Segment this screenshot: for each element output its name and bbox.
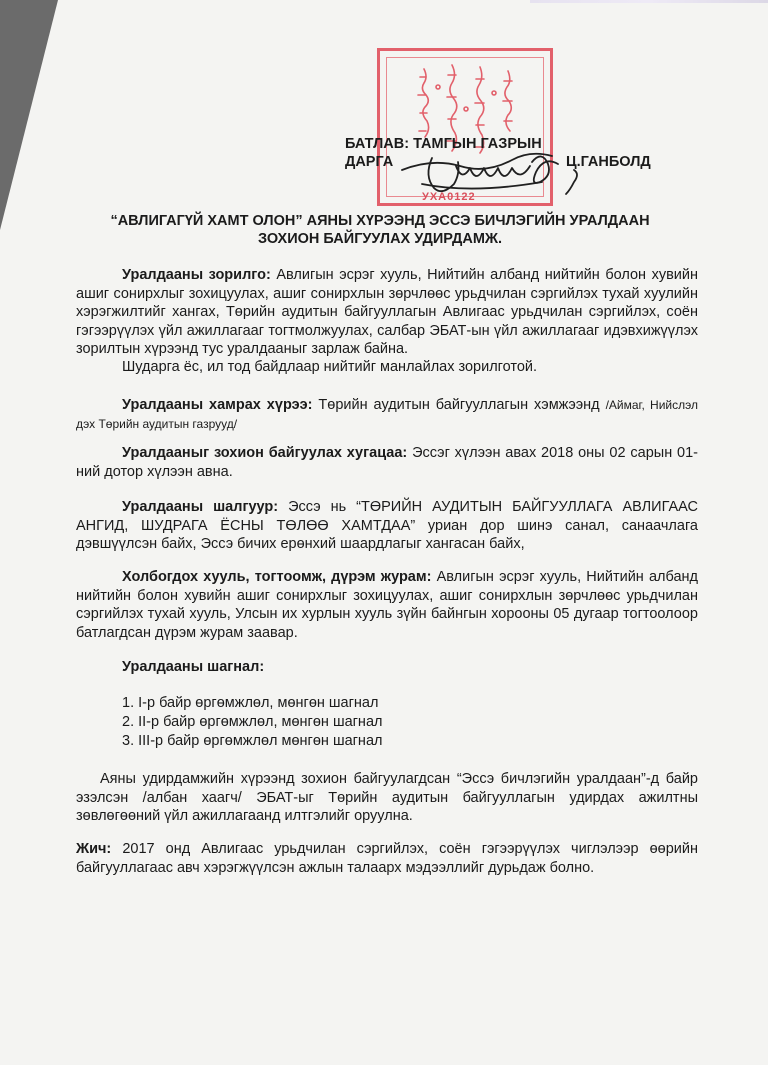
prize-list (122, 694, 382, 751)
scope-label: Уралдааны хамрах хүрээ: (122, 397, 313, 413)
section-goal (76, 266, 698, 359)
goal-text2: Шударга ёс, ил тод байдлаар нийтийг манлайлах зорилготой. (122, 359, 538, 375)
document-title-line2: ЗОХИОН БАЙГУУЛАХ УДИРДАМЖ. (257, 231, 503, 247)
deadline-label: Уралдааныг зохион байгуулах хугацаа: (122, 445, 408, 461)
prize-label: Уралдааны шагнал: (122, 659, 265, 675)
section-prize (76, 658, 698, 677)
stamp-code: УХА0122 (422, 191, 476, 203)
scope-text: Төрийн аудитын байгууллагын хэмжээнд (312, 397, 606, 413)
list-item: 3. III-р байр өргөмжлөл мөнгөн шагнал (122, 733, 383, 749)
criteria-label: Уралдааны шалгуур: (122, 499, 279, 515)
folded-corner-shadow (0, 0, 58, 230)
deadline-text: Эссэг хүлээн авах 2018 оны 02 сарын 01-ний дотор хүлээн авна. (76, 445, 698, 480)
section-note (76, 840, 698, 877)
section-criteria (76, 498, 698, 554)
note-label: Жич: (76, 841, 112, 857)
laws-label: Холбогдох хууль, тогтоомж, дүрэм журам: (122, 569, 432, 585)
approval-position: ДАРГА (345, 154, 394, 170)
section-scope (76, 396, 698, 433)
list-item: 1. I-р байр өргөмжлөл, мөнгөн шагнал (122, 695, 379, 711)
section-laws (76, 568, 698, 642)
section-deadline (76, 444, 698, 481)
closing-paragraph: Аяны удирдамжийн хүрээнд зохион байгуулагдсан “Эссэ бичлэгийн уралдаан”-д байр эзэлсэн /албан хаагч/ ЭБАТ-ыг Төрийн аудитын байгууллагын удирдах ажилтны зөвлөгөөний үйл ажиллагаанд илтгэлийг оруулна. (76, 771, 698, 825)
document-title-line1: “АВЛИГАГҮЙ ХАМТ ОЛОН” АЯНЫ ХҮРЭЭНД ЭССЭ БИЧЛЭГИЙН УРАЛДААН (110, 213, 650, 229)
goal-text: Авлигын эсрэг хууль, Нийтийн албанд нийтийн болон хувийн ашиг сонирхлыг зохицуулах, ашиг сонирхлын зөрчлөөс урьдчилан сэргийлэх тухай хуулийн хэрэгжилтийг хангах, Төрийн аудитын байгууллагын Авлигаас урьдчилан сэргийлэх, соён гэгээрүүлэх үйл ажиллагааг тогтмолжуулах, салбар ЭБАТ-ын үйл ажиллагааг идэвхижүүлэх зорилтын хүрээнд тус уралдааныг зарлаж байна. (76, 267, 698, 358)
criteria-text: Эссэ нь “ТӨРИЙН АУДИТЫН БАЙГУУЛЛАГА АВЛИГААС АНГИД, ШУДРАГА ЁСНЫ ТӨЛӨӨ ХАМТДАА” уриан дор шинэ санал, санаачлага дэвшүүлсэн байх, Эссэ бичих ерөнхий шаардлагыг хангасан байх, (76, 499, 698, 553)
scope-small: /Аймаг, Нийслэл дэх Төрийн аудитын газрууд/ (76, 398, 698, 431)
note-text: 2017 онд Авлигаас урьдчилан сэргийлэх, соён гэгээрүүлэх чиглэлээр өөрийн байгууллагаас авч хэрэгжүүлсэн ажлын талаарх мэдээллийг дурьдаж болно. (76, 841, 698, 876)
approval-name: Ц.ГАНБОЛД (566, 154, 651, 170)
handwritten-signature (392, 140, 592, 210)
goal-label: Уралдааны зорилго: (122, 267, 271, 283)
scan-edge (530, 0, 768, 3)
list-item: 2. II-р байр өргөмжлөл, мөнгөн шагнал (122, 714, 383, 730)
laws-text: Авлигын эсрэг хууль, Нийтийн албанд нийтийн болон хувийн ашиг сонирхлыг зохицуулах, ашиг сонирхлын зөрчлөөс урьдчилан сэргийлэх тухай хууль, Улсын их хурлын хууль зүйн байнгын хорооны 05 дугаар тогтоолоор батлагдсан дүрэм журам заавар. (76, 569, 699, 641)
approval-title: БАТЛАВ: ТАМГЫН ГАЗРЫН (345, 136, 542, 152)
